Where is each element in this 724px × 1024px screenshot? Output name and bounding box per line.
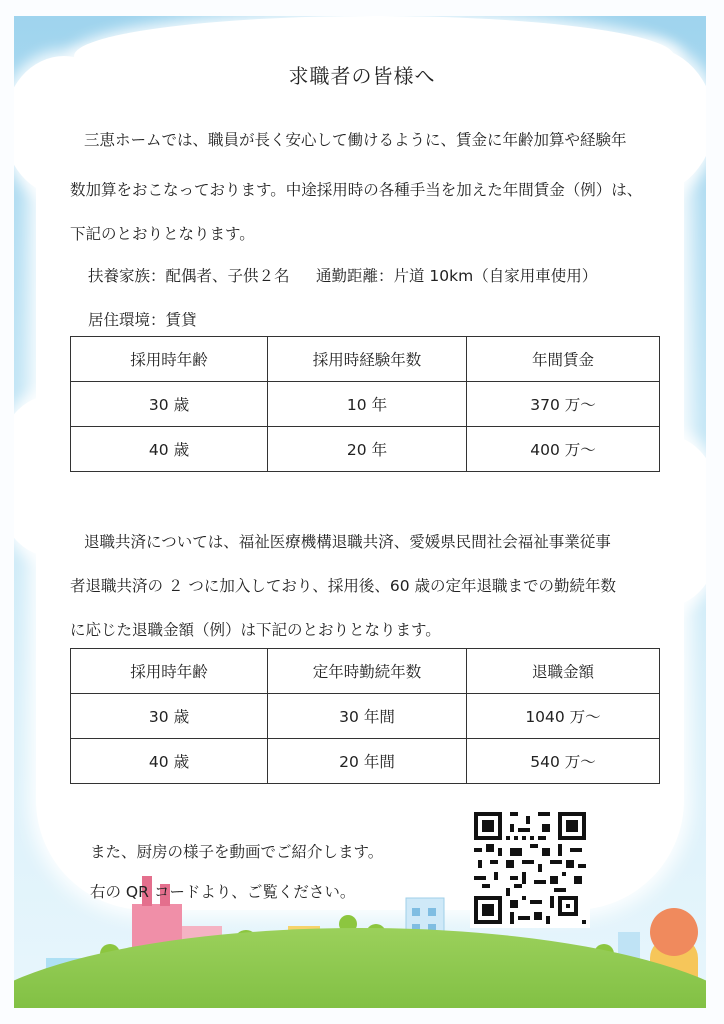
retirement-table	[70, 648, 660, 784]
table-cell: 30 歳	[71, 694, 268, 739]
closing-line: 右の QR コードより、ご覧ください。	[90, 883, 356, 901]
table-row	[71, 382, 660, 427]
table-cell: 370 万～	[467, 382, 660, 427]
table-cell: 40 歳	[71, 739, 268, 784]
table-header-row	[71, 649, 660, 694]
table-cell: 30 歳	[71, 382, 268, 427]
table-row	[71, 427, 660, 472]
table-row	[71, 739, 660, 784]
table-header: 定年時勤続年数	[268, 649, 467, 694]
table-cell: 20 年	[268, 427, 467, 472]
qr-code[interactable]	[470, 808, 590, 928]
table-cell: 10 年	[268, 382, 467, 427]
table-cell: 400 万～	[467, 427, 660, 472]
table-header-row	[71, 337, 660, 382]
intro-line: 下記のとおりとなります。	[70, 225, 255, 243]
table-header: 退職金額	[467, 649, 660, 694]
wage-table	[70, 336, 660, 472]
table-header: 年間賃金	[467, 337, 660, 382]
table-cell: 540 万～	[467, 739, 660, 784]
intro-line: 三恵ホームでは、職員が長く安心して働けるように、賃金に年齢加算や経験年	[84, 131, 627, 149]
table-row	[71, 694, 660, 739]
table-header: 採用時年齢	[71, 337, 268, 382]
closing-line: また、厨房の様子を動画でご紹介します。	[90, 843, 384, 861]
retirement-line: 退職共済については、福祉医療機構退職共済、愛媛県民間社会福祉事業従事	[84, 533, 611, 551]
family-condition: 扶養家族：配偶者、子供２名	[88, 267, 290, 285]
retirement-line: 者退職共済の ２ つに加入しており、採用後、60 歳の定年退職までの勤続年数	[70, 577, 617, 595]
table-header: 採用時年齢	[71, 649, 268, 694]
page-title: 求職者の皆様へ	[288, 64, 436, 88]
retirement-line: に応じた退職金額（例）は下記のとおりとなります。	[70, 621, 441, 639]
table-cell: 30 年間	[268, 694, 467, 739]
housing-condition: 居住環境：賃貸	[88, 311, 197, 329]
table-header: 採用時経験年数	[268, 337, 467, 382]
intro-line: 数加算をおこなっております。中途採用時の各種手当を加えた年間賃金（例）は、	[70, 181, 643, 199]
table-cell: 20 年間	[268, 739, 467, 784]
commute-condition: 通勤距離：片道 10km（自家用車使用）	[316, 267, 598, 285]
table-cell: 1040 万～	[467, 694, 660, 739]
table-cell: 40 歳	[71, 427, 268, 472]
